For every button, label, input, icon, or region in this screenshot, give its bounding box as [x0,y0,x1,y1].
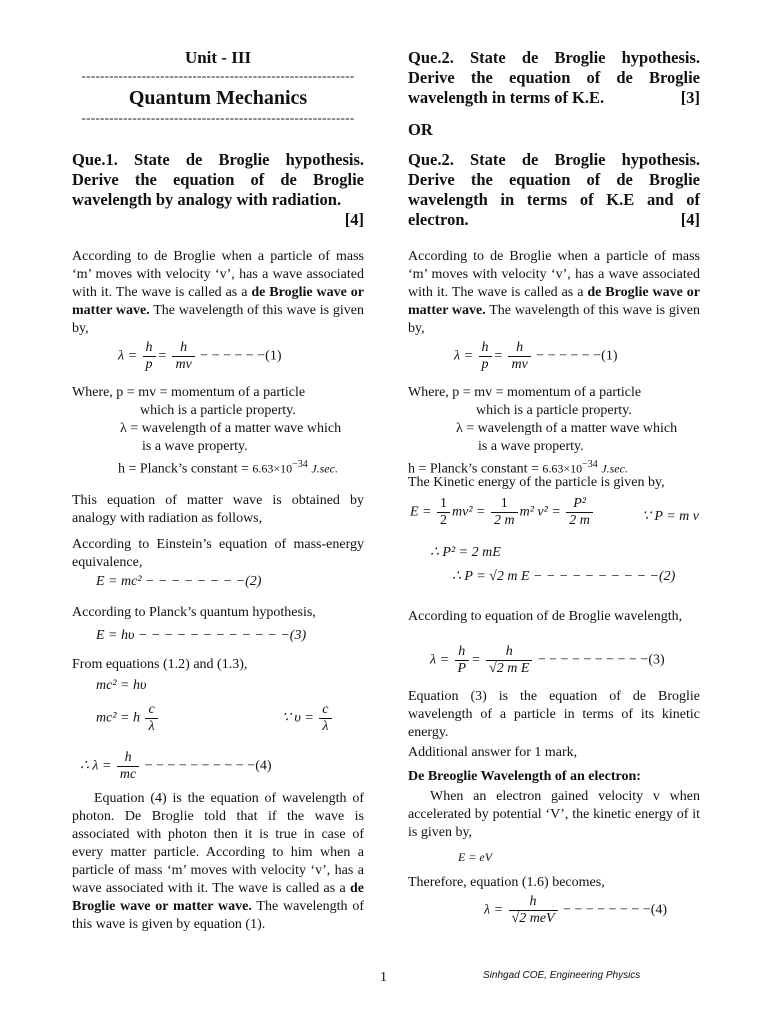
where-line-1: Where, p = mv = momentum of a particle [72,385,306,400]
numerator: h [143,340,156,357]
ke-intro: The Kinetic energy of the particle is given by, [408,475,665,490]
eq-tail: − − − − − − − − − −(4) [144,758,272,774]
equation-since-nu [282,702,334,735]
equation-mc2: mc² = hυ [96,678,147,693]
eq-lhs: λ = [118,348,138,364]
question-2b-marks: [4] [680,210,700,229]
equation-p-squared: ∴ P² = 2 mE [430,545,501,560]
question-1-text: Que.1. State de Broglie hypothesis. Derive the equation of de Broglie wavelength by analogy with radiation. [72,150,364,209]
fraction [172,340,194,373]
or-label: OR [408,120,433,139]
planck-constant [118,456,364,479]
equation-ke [410,496,595,529]
divider-bottom: ----------------------------------------------------------- [81,110,355,125]
paragraph-debroglie-right [408,248,700,338]
question-1-marks: [4] [344,210,364,229]
where-line-2-right: which is a particle property. [476,403,632,418]
denominator: λ [148,719,155,734]
question-2a-text: Que.2. State de Broglie hypothesis. Derive the equation of de Broglie wavelength in terms of K.E. [408,48,700,107]
equation-3: E = hυ − − − − − − − − − − − −(3) [96,628,307,643]
denominator: mv [511,357,528,372]
numerator: c [145,702,157,719]
question-2b [408,150,700,230]
equation-eV: E = eV [458,850,493,864]
numerator: h [509,894,558,911]
equation-mc2-c [96,702,160,735]
unit-heading: Unit - III [184,48,252,67]
denominator: mc [119,767,137,782]
eq-lhs: λ = [430,652,450,668]
paragraph-text: The wavelength of this wave is given by, [72,303,364,336]
denominator: √2 m E [489,661,530,676]
fraction [491,496,518,529]
denominator: 2 m [569,513,590,528]
eq-lhs: mc² = h [96,710,140,726]
fraction [143,340,156,373]
eq-tail: − − − − − −(1) [536,348,618,364]
fraction [117,750,139,783]
fraction [509,894,558,927]
numerator: 1 [491,496,518,513]
paragraph-einstein: According to Einstein’s equation of mass-energy equivalence, [72,537,364,570]
planck-exponent: −34 [582,459,598,470]
fraction [319,702,331,735]
equation-1: λ = $\frac{h}{p}$ = $\frac{h}{mv}$ − − − − − −(1) [118,340,282,372]
paragraph-analogy: This equation of matter wave is obtained by analogy with radiation as follows, [72,493,364,526]
eq-since: ∵ υ = [282,710,314,726]
denominator: mv [175,357,192,372]
numerator: h [479,340,492,357]
planck-unit: J.sec. [311,461,338,476]
question-2a [408,48,700,108]
eq-term: mv² = [452,504,486,520]
paragraph-equation-3: Equation (3) is the equation of de Broglie wavelength of a particle in terms of its kinetic energy. [408,689,700,740]
paragraph-therefore: Therefore, equation (1.6) becomes, [408,875,605,890]
denominator: λ [322,719,329,734]
fraction [437,496,450,529]
planck-value: 6.63×10 [252,461,293,476]
paragraph-text: The wavelength of this wave is given by equation (1). [72,899,365,932]
fraction [486,644,532,677]
where-line-3-right: λ = wavelength of a matter wave which [456,421,678,436]
numerator: h [508,340,530,357]
divider-top: ----------------------------------------------------------- [81,68,355,83]
planck-label: h = Planck’s constant = [118,461,249,477]
equation-4 [80,750,272,783]
fraction [455,644,470,677]
planck-unit: J.sec. [601,461,628,476]
question-1 [72,150,364,230]
paragraph-electron: When an electron gained velocity v when accelerated by potential ‘V’, the kinetic energy of it is given by, [408,789,700,840]
equation-4-right [484,894,667,927]
denominator: 2 [440,513,447,528]
planck-label: h = Planck’s constant = [408,461,539,477]
where-line-3: λ = wavelength of a matter wave which [120,421,342,436]
where-line-1-right: Where, p = mv = momentum of a particle [408,385,642,400]
fraction [508,340,530,373]
paragraph-according: According to equation of de Broglie wavelength, [408,609,683,624]
fraction [566,496,593,529]
where-line-2: which is a particle property. [140,403,296,418]
equation-3-right: λ = $\frac{h}{P}$ = $\frac{h}{\text{√2 m E}}$ − − − − − − − − − −(3) [430,644,665,676]
eq-lhs: E = [410,504,432,520]
paragraph-text: According to de Broglie when a particle of mass ‘m’ moves with velocity ‘v’, has a wave associated with it. The wave is called as a [408,249,700,300]
denominator: p [145,357,153,372]
denominator: p [481,357,489,372]
question-2b-text: Que.2. State de Broglie hypothesis. Derive the equation of de Broglie wavelength in terms of K.E and of electron. [408,150,700,229]
question-2a-marks: [3] [680,88,700,107]
planck-value: 6.63×10 [542,461,583,476]
numerator: h [117,750,139,767]
paragraph-text: Equation (4) is the equation of wavelength of photon. De Broglie told that if the wave is associated with photon then it is true in case of every matter particle. According to him when a particle of mass ‘m’ moves with velocity ‘v’, has a wave associated with it. The wave is called as a [72,791,364,896]
paragraph-bold: de Broglie wave or matter wave. [72,881,364,914]
paragraph-text: The wavelength of this wave is given by, [408,303,700,336]
numerator: h [486,644,532,661]
footer-source: Sinhgad COE, Engineering Physics [483,970,641,981]
page-title: Quantum Mechanics [128,87,308,109]
paragraph-photon [72,790,364,934]
equation-p: ∴ P = √2 m E − − − − − − − − − −(2) [452,569,676,584]
eq-tail: − − − − − − − − − −(3) [537,652,665,668]
numerator: P² [566,496,593,513]
eq-lhs: ∴ λ = [80,758,112,774]
numerator: 1 [437,496,450,513]
paragraph-text: According to de Broglie when a particle of mass ‘m’ moves with velocity ‘v’, has a wave associated with it. The wave is called as a [72,249,364,300]
paragraph-planck: According to Planck’s quantum hypothesis, [72,605,316,620]
paragraph-debroglie [72,248,364,338]
page-number: 1 [380,970,387,985]
equation-since-p: ∵ P = m v [642,509,699,524]
electron-heading: De Breoglie Wavelength of an electron: [408,769,641,784]
eq-lhs: λ = [454,348,474,364]
paragraph-from-equations: From equations (1.2) and (1.3), [72,657,248,672]
eq-tail: − − − − − − − −(4) [563,902,668,918]
where-line-4: is a wave property. [142,439,248,454]
denominator: √2 meV [511,911,555,926]
fraction [479,340,492,373]
eq-tail: − − − − − −(1) [200,348,282,364]
paragraph-bold: de Broglie wave or matter wave. [72,285,364,318]
equation-2: E = mc² − − − − − − − −(2) [96,574,262,589]
fraction [145,702,157,735]
additional-answer: Additional answer for 1 mark, [408,745,578,760]
paragraph-bold: de Broglie wave or matter wave. [408,285,700,318]
numerator: h [455,644,470,661]
planck-exponent: −34 [292,459,308,470]
numerator: h [172,340,194,357]
denominator: P [457,661,467,676]
equation-1-right: λ = $\frac{h}{p}$ = $\frac{h}{mv}$ − − − − − −(1) [454,340,618,372]
where-line-4-right: is a wave property. [478,439,584,454]
eq-term: m² v² = [519,504,561,520]
eq-lhs: λ = [484,902,504,918]
denominator: 2 m [493,513,515,528]
numerator: c [319,702,331,719]
